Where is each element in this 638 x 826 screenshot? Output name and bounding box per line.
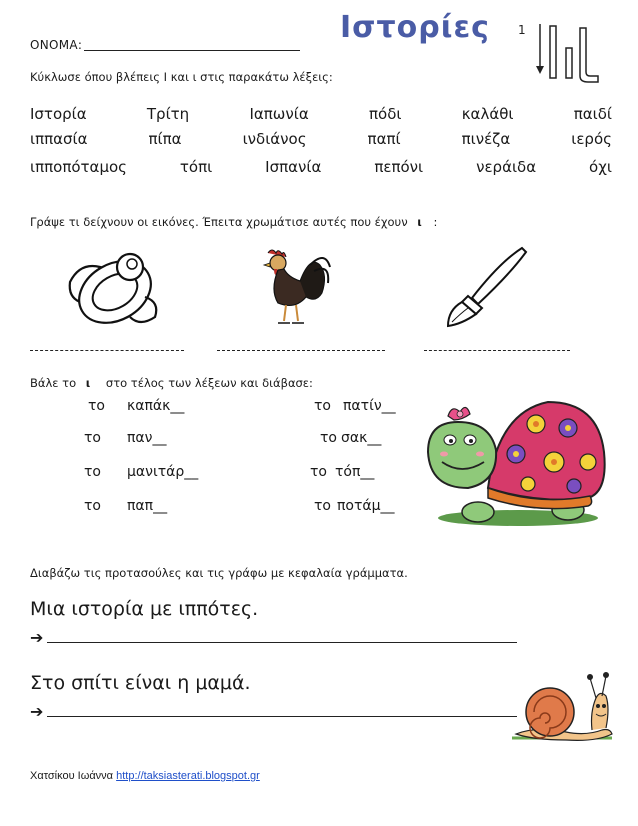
write-line-rule[interactable] — [47, 642, 517, 643]
word-row-1 — [30, 105, 612, 123]
fill-right-2[interactable] — [320, 430, 381, 446]
article: το — [88, 398, 105, 414]
word[interactable]: ιερός — [571, 130, 612, 148]
fill-word: καπάκ__ — [127, 398, 185, 414]
word-row-3 — [30, 158, 612, 176]
fill-word: ποτάμ__ — [337, 498, 395, 514]
word[interactable]: τόπι — [179, 158, 213, 176]
exercise3-suffix: στο τέλος των λέξεων και διάβασε: — [105, 376, 313, 390]
fill-left-1[interactable] — [88, 398, 184, 414]
word[interactable]: Τρίτη — [146, 105, 190, 123]
word[interactable]: παιδί — [573, 105, 612, 123]
word[interactable]: Ισπανία — [265, 158, 322, 176]
arrow-icon: ➔ — [30, 628, 44, 647]
answer-line-2[interactable] — [217, 350, 385, 351]
fill-word: πατίν__ — [343, 398, 396, 414]
name-field-line[interactable] — [84, 50, 300, 51]
sentence-1: Μια ιστορία με ιππότες. — [30, 598, 259, 620]
fill-word: παπ__ — [127, 498, 168, 514]
word[interactable]: καλάθι — [461, 105, 514, 123]
fill-word: παν__ — [127, 430, 167, 446]
fill-word: τόπ__ — [335, 464, 375, 480]
article: το — [314, 498, 331, 514]
word[interactable]: παπί — [367, 130, 401, 148]
fill-left-3[interactable] — [84, 464, 198, 480]
fill-word: σακ__ — [341, 430, 382, 446]
word[interactable]: όχι — [589, 158, 612, 176]
author-name: Χατσίκου Ιωάννα — [30, 770, 114, 782]
article: το — [84, 464, 101, 480]
exercise2-instruction-text: Γράψε τι δείχνουν οι εικόνες. Έπειτα χρωμάτισε αυτές που έχουν — [30, 215, 408, 229]
blog-link[interactable]: http://taksiasterati.blogspot.gr — [116, 770, 260, 782]
word[interactable]: ιπποπόταμος — [30, 158, 127, 176]
exercise4-instruction: Διαβάζω τις προτασούλες και τις γράφω με κεφαλαία γράμματα. — [30, 566, 408, 580]
article: το — [310, 464, 327, 480]
target-letter: ι — [85, 376, 91, 390]
exercise2-instruction — [30, 215, 437, 229]
word[interactable]: ιππασία — [30, 130, 88, 148]
word[interactable]: πινέζα — [461, 130, 511, 148]
article: το — [84, 430, 101, 446]
snail-picture — [506, 668, 618, 748]
arrow-icon: ➔ — [30, 702, 44, 721]
word[interactable]: ινδιάνος — [242, 130, 307, 148]
fill-right-3[interactable] — [310, 464, 374, 480]
fill-word: μανιτάρ__ — [127, 464, 199, 480]
name-label: ΟΝΟΜΑ: — [30, 38, 83, 52]
svg-text:1: 1 — [518, 23, 526, 37]
fill-right-4[interactable] — [314, 498, 395, 514]
fill-left-2[interactable] — [84, 430, 166, 446]
word[interactable]: νεράιδα — [476, 158, 537, 176]
word-row-2 — [30, 130, 612, 148]
sentence-2: Στο σπίτι είναι η μαμά. — [30, 672, 251, 694]
answer-line-1[interactable] — [30, 350, 184, 351]
instruction-colon: : — [433, 215, 438, 229]
page-title: Ιστορίες — [340, 10, 490, 45]
exercise3-instruction — [30, 376, 313, 390]
article: το — [84, 498, 101, 514]
turtle-picture — [418, 392, 614, 530]
word[interactable]: Ιαπωνία — [249, 105, 309, 123]
target-letter: ι — [417, 215, 422, 229]
write-line-1[interactable] — [30, 628, 517, 647]
fill-right-1[interactable] — [314, 398, 396, 414]
footer — [30, 770, 260, 782]
word[interactable]: πίπα — [148, 130, 182, 148]
article: το — [314, 398, 331, 414]
write-line-2[interactable] — [30, 702, 517, 721]
answer-line-3[interactable] — [424, 350, 570, 351]
iota-letter-graphic — [510, 18, 610, 88]
write-line-rule[interactable] — [47, 716, 517, 717]
fill-left-4[interactable] — [84, 498, 167, 514]
word[interactable]: πόδι — [368, 105, 402, 123]
rooster-picture[interactable] — [240, 245, 335, 330]
article: το — [320, 430, 337, 446]
word[interactable]: Ιστορία — [30, 105, 87, 123]
exercise1-instruction: Κύκλωσε όπου βλέπεις Ι και ι στις παρακάτω λέξεις: — [30, 70, 333, 84]
brush-picture[interactable] — [440, 242, 530, 332]
word[interactable]: πεπόνι — [374, 158, 424, 176]
exercise3-prefix: Βάλε το — [30, 376, 77, 390]
pacifier-picture[interactable] — [60, 242, 170, 332]
